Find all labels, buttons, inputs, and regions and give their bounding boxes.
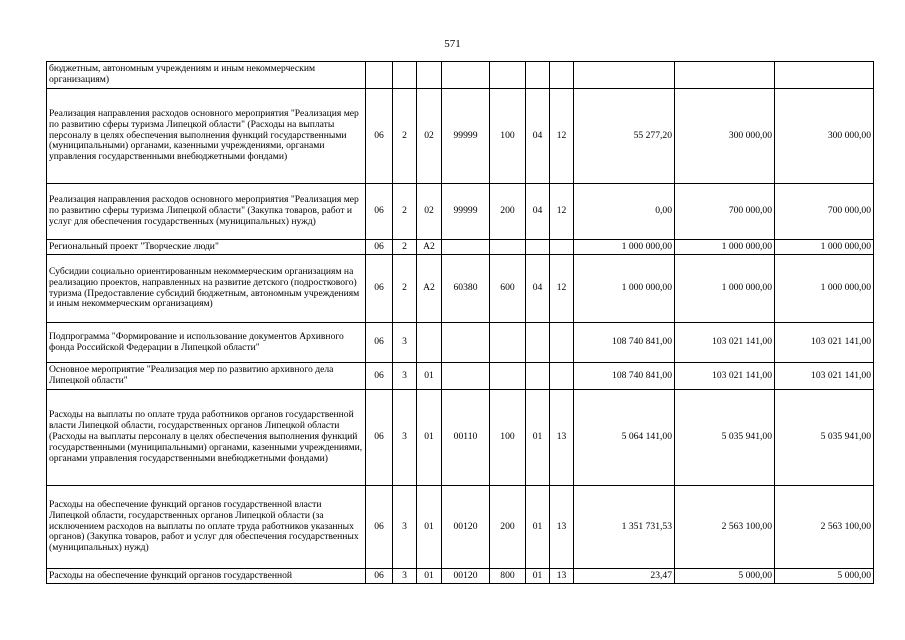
program-code-cell: 06: [366, 323, 393, 363]
row-name-cell: бюджетным, автономным учреждениям и иным некоммерческим организациям): [47, 62, 366, 89]
amount-year-1-cell: [574, 62, 675, 89]
section-code-cell: 01: [526, 569, 550, 584]
section-code-cell: [526, 363, 550, 390]
row-name-cell: Субсидии социально ориентированным некоммерческим организациям на реализацию проектов, направленных на развитие детского (подросткового) туризма (Предоставление субсидий бюджетным, автономным учреждениям и иным некоммерческим организациям): [47, 255, 366, 323]
subsection-code-cell: 12: [550, 184, 574, 240]
amount-year-1-cell: 5 064 141,00: [574, 390, 675, 486]
table-row: [47, 390, 874, 486]
section-code-cell: 04: [526, 255, 550, 323]
expense-direction-cell: [442, 363, 490, 390]
subprogram-code-cell: 2: [393, 255, 417, 323]
program-code-cell: 06: [366, 89, 393, 184]
table-row: [47, 184, 874, 240]
expense-type-cell: [490, 62, 526, 89]
expense-direction-cell: 60380: [442, 255, 490, 323]
main-activity-code-cell: 01: [417, 363, 442, 390]
table-row: [47, 363, 874, 390]
expense-type-cell: [490, 240, 526, 255]
expense-direction-cell: 00120: [442, 569, 490, 584]
row-name-cell: Расходы на выплаты по оплате труда работников органов государственной власти Липецкой области, государственных органов Липецкой области (Расходы на выплаты персоналу в целях обеспечения выполнения функций государственными (муниципальными) органами, казенными учреждениями, органами управления государственными внебюджетными фондами): [47, 390, 366, 486]
row-name-cell: Расходы на обеспечение функций органов государственной: [47, 569, 366, 584]
expense-type-cell: 100: [490, 89, 526, 184]
table-row: [47, 323, 874, 363]
subprogram-code-cell: 2: [393, 184, 417, 240]
amount-year-3-cell: 2 563 100,00: [775, 486, 874, 569]
subprogram-code-cell: [393, 62, 417, 89]
section-code-cell: 01: [526, 390, 550, 486]
amount-year-2-cell: 1 000 000,00: [675, 255, 775, 323]
subsection-code-cell: 13: [550, 569, 574, 584]
expense-type-cell: 100: [490, 390, 526, 486]
program-code-cell: 06: [366, 240, 393, 255]
table-body: [47, 62, 874, 584]
expense-direction-cell: 00110: [442, 390, 490, 486]
row-name-cell: Основное мероприятие "Реализация мер по развитию архивного дела Липецкой области": [47, 363, 366, 390]
amount-year-1-cell: 23,47: [574, 569, 675, 584]
amount-year-1-cell: 55 277,20: [574, 89, 675, 184]
amount-year-1-cell: 108 740 841,00: [574, 323, 675, 363]
subsection-code-cell: [550, 62, 574, 89]
subsection-code-cell: [550, 323, 574, 363]
amount-year-2-cell: 5 035 941,00: [675, 390, 775, 486]
row-name-cell: Региональный проект "Творческие люди": [47, 240, 366, 255]
expense-type-cell: [490, 323, 526, 363]
expense-type-cell: 600: [490, 255, 526, 323]
main-activity-code-cell: [417, 62, 442, 89]
expense-type-cell: [490, 363, 526, 390]
amount-year-3-cell: 5 000,00: [775, 569, 874, 584]
subprogram-code-cell: 3: [393, 486, 417, 569]
amount-year-3-cell: 103 021 141,00: [775, 323, 874, 363]
program-code-cell: 06: [366, 569, 393, 584]
subsection-code-cell: 13: [550, 390, 574, 486]
expense-direction-cell: [442, 62, 490, 89]
row-name-cell: Расходы на обеспечение функций органов государственной власти Липецкой области, государственных органов Липецкой области (за исключением расходов на выплаты по оплате труда работников указанных органов) (Закупка товаров, работ и услуг для обеспечения государственных (муниципальных) нужд): [47, 486, 366, 569]
subsection-code-cell: 12: [550, 89, 574, 184]
budget-table: [46, 61, 874, 584]
amount-year-1-cell: 1 351 731,53: [574, 486, 675, 569]
amount-year-3-cell: 1 000 000,00: [775, 255, 874, 323]
amount-year-2-cell: 2 563 100,00: [675, 486, 775, 569]
table-row: [47, 89, 874, 184]
amount-year-1-cell: 108 740 841,00: [574, 363, 675, 390]
row-name-cell: Реализация направления расходов основного мероприятия "Реализация мер по развитию сферы туризма Липецкой области" (Расходы на выплаты персоналу в целях обеспечения выполнения функций государственными (муниципальными) органами, казенными учреждениями, органами управления государственными внебюджетными фондами): [47, 89, 366, 184]
amount-year-2-cell: 103 021 141,00: [675, 323, 775, 363]
section-code-cell: 04: [526, 89, 550, 184]
amount-year-2-cell: [675, 62, 775, 89]
expense-direction-cell: 00120: [442, 486, 490, 569]
amount-year-3-cell: 700 000,00: [775, 184, 874, 240]
expense-direction-cell: 99999: [442, 184, 490, 240]
subprogram-code-cell: 3: [393, 569, 417, 584]
subprogram-code-cell: 3: [393, 323, 417, 363]
main-activity-code-cell: 01: [417, 390, 442, 486]
main-activity-code-cell: [417, 323, 442, 363]
subprogram-code-cell: 2: [393, 89, 417, 184]
amount-year-3-cell: [775, 62, 874, 89]
row-name-cell: Подпрограмма "Формирование и использование документов Архивного фонда Российской Федерации в Липецкой области": [47, 323, 366, 363]
program-code-cell: 06: [366, 363, 393, 390]
subsection-code-cell: 12: [550, 255, 574, 323]
expense-direction-cell: [442, 240, 490, 255]
main-activity-code-cell: 01: [417, 569, 442, 584]
amount-year-1-cell: 1 000 000,00: [574, 255, 675, 323]
amount-year-2-cell: 1 000 000,00: [675, 240, 775, 255]
amount-year-3-cell: 5 035 941,00: [775, 390, 874, 486]
subprogram-code-cell: 3: [393, 363, 417, 390]
main-activity-code-cell: А2: [417, 255, 442, 323]
expense-type-cell: 200: [490, 486, 526, 569]
expense-type-cell: 200: [490, 184, 526, 240]
amount-year-2-cell: 700 000,00: [675, 184, 775, 240]
table-row: [47, 240, 874, 255]
amount-year-3-cell: 300 000,00: [775, 89, 874, 184]
table-row: [47, 255, 874, 323]
row-name-cell: Реализация направления расходов основного мероприятия "Реализация мер по развитию сферы туризма Липецкой области" (Закупка товаров, работ и услуг для обеспечения государственных (муниципальных) нужд): [47, 184, 366, 240]
table-row: [47, 486, 874, 569]
program-code-cell: 06: [366, 390, 393, 486]
subprogram-code-cell: 2: [393, 240, 417, 255]
table-row: [47, 62, 874, 89]
table-row: [47, 569, 874, 584]
main-activity-code-cell: 02: [417, 184, 442, 240]
program-code-cell: 06: [366, 184, 393, 240]
section-code-cell: 01: [526, 486, 550, 569]
amount-year-1-cell: 0,00: [574, 184, 675, 240]
main-activity-code-cell: 01: [417, 486, 442, 569]
expense-direction-cell: 99999: [442, 89, 490, 184]
main-activity-code-cell: А2: [417, 240, 442, 255]
section-code-cell: [526, 323, 550, 363]
amount-year-3-cell: 103 021 141,00: [775, 363, 874, 390]
program-code-cell: [366, 62, 393, 89]
subsection-code-cell: 13: [550, 486, 574, 569]
program-code-cell: 06: [366, 486, 393, 569]
section-code-cell: [526, 62, 550, 89]
amount-year-2-cell: 300 000,00: [675, 89, 775, 184]
amount-year-1-cell: 1 000 000,00: [574, 240, 675, 255]
subprogram-code-cell: 3: [393, 390, 417, 486]
subsection-code-cell: [550, 363, 574, 390]
page-number: 571: [444, 38, 461, 50]
section-code-cell: [526, 240, 550, 255]
expense-direction-cell: [442, 323, 490, 363]
subsection-code-cell: [550, 240, 574, 255]
expense-type-cell: 800: [490, 569, 526, 584]
amount-year-3-cell: 1 000 000,00: [775, 240, 874, 255]
program-code-cell: 06: [366, 255, 393, 323]
section-code-cell: 04: [526, 184, 550, 240]
amount-year-2-cell: 5 000,00: [675, 569, 775, 584]
amount-year-2-cell: 103 021 141,00: [675, 363, 775, 390]
main-activity-code-cell: 02: [417, 89, 442, 184]
